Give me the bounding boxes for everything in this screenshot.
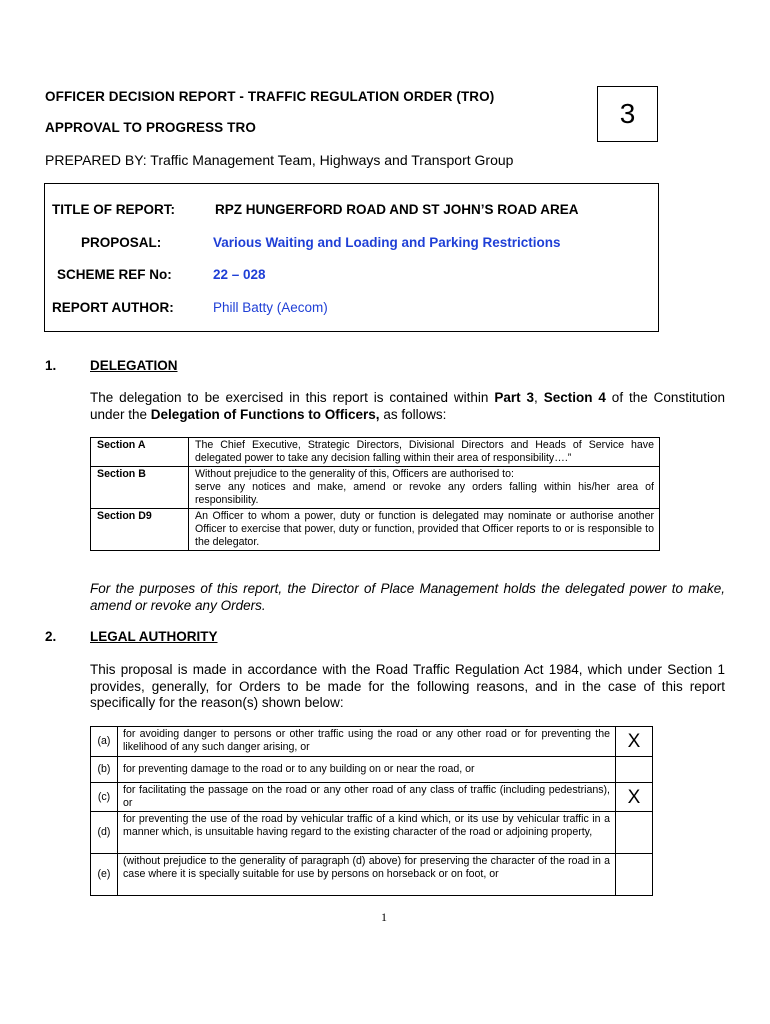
table-row (91, 438, 660, 467)
reason-text: for facilitating the passage on the road or any other road of any class of traffic (including pedestrians), or (118, 783, 616, 812)
delegation-note: For the purposes of this report, the Director of Place Management holds the delegated power to make, amend or revoke any Orders. (90, 581, 725, 613)
reason-text: for avoiding danger to persons or other traffic using the road or any other road or for preventing the likelihood of any such danger arising, or (118, 727, 616, 757)
prepared-by: PREPARED BY: Traffic Management Team, Highways and Transport Group (45, 152, 514, 168)
scheme-ref-value: 22 – 028 (213, 267, 266, 282)
table-row (91, 783, 653, 812)
reason-text: for preventing damage to the road or to any building on or near the road, or (118, 757, 616, 783)
legal-authority-paragraph: This proposal is made in accordance with the Road Traffic Regulation Act 1984, which under Section 1 provides, generally, for Orders to be made for the following reasons, and in the case of this report specifically for the reason(s) shown below: (90, 662, 725, 710)
section-1-number: 1. (45, 358, 57, 373)
report-number-badge: 3 (597, 86, 658, 142)
reason-mark (616, 812, 653, 854)
section-2-title: LEGAL AUTHORITY (90, 629, 218, 644)
reason-text: (without prejudice to the generality of paragraph (d) above) for preserving the character of the road in a case where it is specially suitable for use by persons on horseback or on foot, or (118, 854, 616, 896)
section-text: An Officer to whom a power, duty or function is delegated may nominate or authorise another Officer to exercise that power, duty or function, provided that Officer reports to or is responsible to the delegator. (189, 509, 660, 551)
author-value: Phill Batty (Aecom) (213, 300, 328, 315)
delegation-table (90, 437, 660, 551)
reasons-table (90, 726, 653, 896)
reason-text: for preventing the use of the road by vehicular traffic of a kind which, or its use by vehicular traffic in a manner which, is unsuitable having regard to the existing character of the road or adjoining property, (118, 812, 616, 854)
report-title: OFFICER DECISION REPORT - TRAFFIC REGULATION ORDER (TRO) (45, 89, 495, 104)
table-row (91, 467, 660, 509)
table-row (91, 757, 653, 783)
scheme-ref-label: SCHEME REF No: (57, 267, 172, 282)
reason-key: (e) (91, 854, 118, 896)
section-label: Section B (91, 467, 189, 509)
table-row (91, 812, 653, 854)
table-row (91, 509, 660, 551)
reason-mark (616, 854, 653, 896)
reason-key: (b) (91, 757, 118, 783)
table-row (91, 727, 653, 757)
reason-key: (c) (91, 783, 118, 812)
delegation-paragraph: The delegation to be exercised in this report is contained within Part 3, Section 4 of the Constitution under the Delegation of Functions to Officers, as follows: (90, 390, 725, 422)
report-subtitle: APPROVAL TO PROGRESS TRO (45, 120, 256, 135)
section-label: Section A (91, 438, 189, 467)
reason-key: (d) (91, 812, 118, 854)
table-row (91, 854, 653, 896)
proposal-label: PROPOSAL: (81, 235, 162, 250)
author-label: REPORT AUTHOR: (52, 300, 174, 315)
section-1-title: DELEGATION (90, 358, 178, 373)
reason-mark: X (616, 727, 653, 757)
section-2-number: 2. (45, 629, 57, 644)
title-label: TITLE OF REPORT: (52, 202, 175, 217)
section-text: Without prejudice to the generality of this, Officers are authorised to: serve any notices and make, amend or revoke any orders falling within his/her area of responsibility. (189, 467, 660, 509)
title-value: RPZ HUNGERFORD ROAD AND ST JOHN’S ROAD AREA (215, 202, 579, 217)
reason-mark (616, 757, 653, 783)
reason-mark: X (616, 783, 653, 812)
section-text: The Chief Executive, Strategic Directors, Divisional Directors and Heads of Service have delegated power to take any decision falling within their area of responsibility….” (189, 438, 660, 467)
section-label: Section D9 (91, 509, 189, 551)
proposal-value: Various Waiting and Loading and Parking Restrictions (213, 235, 561, 250)
page-number: 1 (381, 910, 387, 924)
reason-key: (a) (91, 727, 118, 757)
